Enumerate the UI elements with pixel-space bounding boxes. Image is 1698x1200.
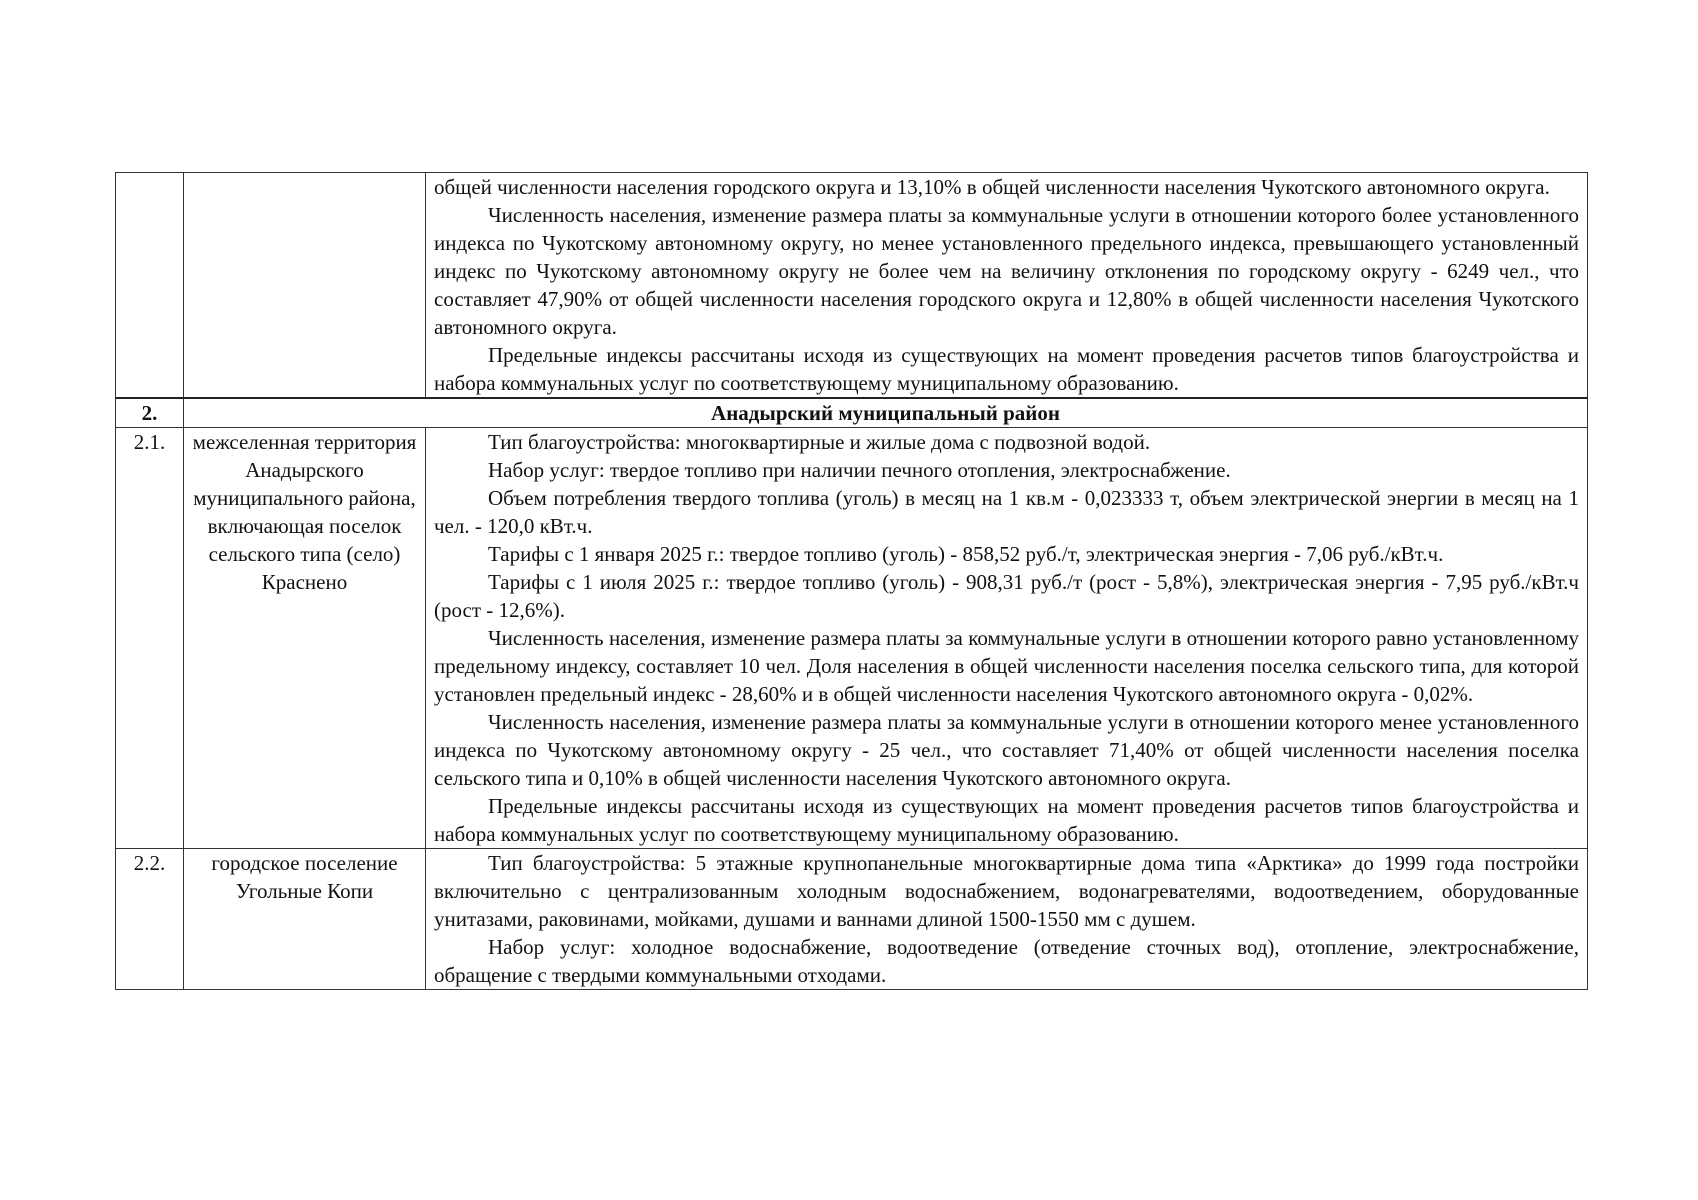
section-title: Анадырский муниципальный район bbox=[184, 398, 1588, 428]
row-number: 2.1. bbox=[116, 428, 184, 849]
tariff-table bbox=[115, 172, 1588, 990]
table-row bbox=[116, 849, 1588, 990]
paragraph: Численность населения, изменение размера платы за коммунальные услуги в отношении которого менее установленного индекса по Чукотскому автономному округу - 25 чел., что составляет 71,40% от общей численности населения поселка сельского типа и 0,10% в общей численности населения Чукотского автономного округа. bbox=[434, 710, 1579, 790]
row-description bbox=[426, 849, 1588, 990]
territory-name: городское поселение Угольные Копи bbox=[184, 849, 426, 990]
paragraph: Набор услуг: холодное водоснабжение, водоотведение (отведение сточных вод), отопление, электроснабжение, обращение с твердыми коммунальными отходами. bbox=[434, 935, 1579, 987]
paragraph: Набор услуг: твердое топливо при наличии печного отопления, электроснабжение. bbox=[488, 458, 1231, 482]
row-description bbox=[426, 173, 1588, 399]
paragraph: общей численности населения городского округа и 13,10% в общей численности населения Чукотского автономного округа. bbox=[434, 175, 1550, 199]
paragraph: Предельные индексы рассчитаны исходя из существующих на момент проведения расчетов типов благоустройства и набора коммунальных услуг по соответствующему муниципальному образованию. bbox=[434, 794, 1579, 846]
row-description bbox=[426, 428, 1588, 849]
document-page bbox=[115, 172, 1587, 990]
paragraph: Предельные индексы рассчитаны исходя из существующих на момент проведения расчетов типов благоустройства и набора коммунальных услуг по соответствующему муниципальному образованию. bbox=[434, 343, 1579, 395]
table-row bbox=[116, 428, 1588, 849]
paragraph: Объем потребления твердого топлива (уголь) в месяц на 1 кв.м - 0,023333 т, объем электрической энергии в месяц на 1 чел. - 120,0 кВт.ч. bbox=[434, 486, 1579, 538]
row-number bbox=[116, 173, 184, 399]
section-number: 2. bbox=[116, 398, 184, 428]
paragraph: Тарифы с 1 января 2025 г.: твердое топливо (уголь) - 858,52 руб./т, электрическая энергия - 7,06 руб./кВт.ч. bbox=[488, 542, 1444, 566]
table-row bbox=[116, 173, 1588, 399]
paragraph: Численность населения, изменение размера платы за коммунальные услуги в отношении которого более установленного индекса по Чукотскому автономному округу, но менее установленного предельного индекса, превышающего установленный индекс по Чукотскому автономному округу не более чем на величину отклонения по городскому округу - 6249 чел., что составляет 47,90% от общей численности населения городского округа и 12,80% в общей численности населения Чукотского автономного округа. bbox=[434, 203, 1579, 339]
territory-name: межселенная территория Анадырского муниципального района, включающая поселок сельского типа (село) Краснено bbox=[184, 428, 426, 849]
section-header-row bbox=[116, 398, 1588, 428]
row-number: 2.2. bbox=[116, 849, 184, 990]
paragraph: Численность населения, изменение размера платы за коммунальные услуги в отношении которого равно установленному предельному индексу, составляет 10 чел. Доля населения в общей численности населения поселка сельского типа, для которой установлен предельный индекс - 28,60% и в общей численности населения Чукотского автономного округа - 0,02%. bbox=[434, 626, 1579, 706]
paragraph: Тарифы с 1 июля 2025 г.: твердое топливо (уголь) - 908,31 руб./т (рост - 5,8%), электрическая энергия - 7,95 руб./кВт.ч (рост - 12,6%). bbox=[434, 570, 1579, 622]
paragraph: Тип благоустройства: 5 этажные крупнопанельные многоквартирные дома типа «Арктика» до 1999 года постройки включительно с централизованным холодным водоснабжением, водонагревателями, водоотведением, оборудованные унитазами, раковинами, мойками, душами и ваннами длиной 1500-1550 мм с душем. bbox=[434, 851, 1579, 931]
territory-name bbox=[184, 173, 426, 399]
paragraph: Тип благоустройства: многоквартирные и жилые дома с подвозной водой. bbox=[488, 430, 1151, 454]
